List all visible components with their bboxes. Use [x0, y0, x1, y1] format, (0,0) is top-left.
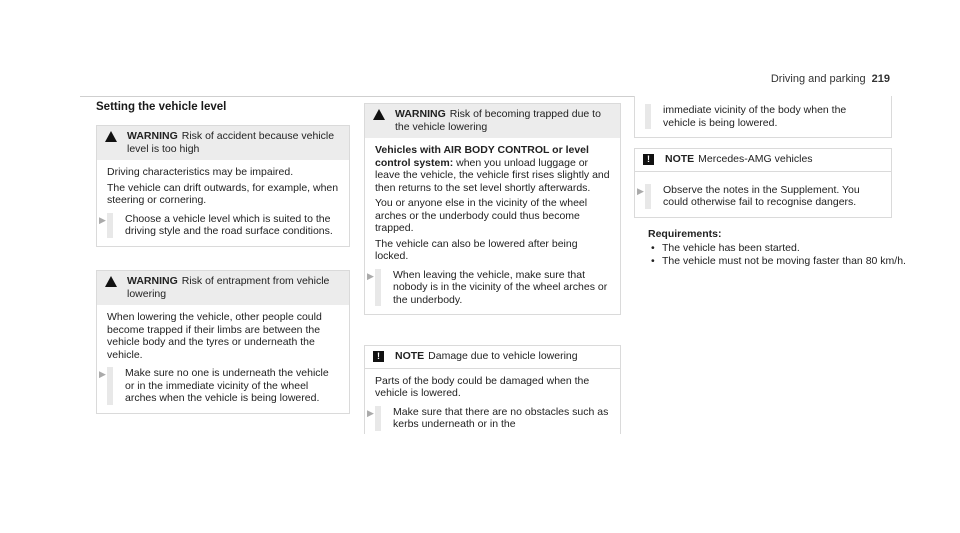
arrow-right-icon: ▶ — [637, 185, 644, 196]
note-label: NOTE — [395, 350, 425, 362]
warning-box-entrapment — [96, 270, 350, 414]
exclamation-icon: ! — [643, 154, 654, 165]
warning-text: The vehicle can drift outwards, for example, when steering or cornering. — [107, 181, 339, 206]
warning-box-trapped — [364, 103, 621, 315]
warning-text: When lowering the vehicle, other people could become trapped if their limbs are between the vehicle body and the tyres or underneath the vehicle. — [107, 311, 322, 361]
bold-lead: Vehicles with AIR BODY CONTROL or level control system: — [375, 144, 589, 169]
note-title: Damage due to vehicle lowering — [428, 350, 578, 362]
arrow-right-icon: ▶ — [99, 214, 106, 225]
section-heading: Setting the vehicle level — [96, 101, 227, 113]
note-title: Mercedes-AMG vehicles — [698, 153, 813, 165]
arrow-right-icon: ▶ — [367, 270, 374, 281]
instruction-step — [645, 104, 881, 129]
instruction-step — [367, 405, 610, 431]
step-text: Choose a vehicle level which is suited to the driving style and the road surface conditions. — [125, 212, 333, 237]
warning-title: Risk of entrapment from vehicle lowering — [127, 275, 330, 300]
step-text: Observe the notes in the Supplement. You could otherwise fail to recognise dangers. — [663, 183, 860, 208]
instruction-step — [637, 183, 881, 209]
arrow-right-icon: ▶ — [99, 369, 106, 379]
note-label: NOTE — [665, 153, 695, 165]
warning-label: WARNING — [127, 130, 178, 142]
note-header — [365, 346, 620, 369]
step-text: When leaving the vehicle, make sure that nobody is in the vicinity of the wheel arches or the underbody. — [393, 268, 608, 306]
note-box-amg — [634, 148, 892, 218]
lead-text: when you unload luggage or leave the vehicle, the vehicle first rises slightly and then returns to the set level shortly afterwards. — [375, 156, 610, 194]
warning-header — [97, 126, 349, 160]
warning-icon — [373, 109, 385, 120]
requirements — [648, 228, 906, 268]
requirement-item: • The vehicle has been started. — [662, 242, 906, 255]
note-continuation — [634, 96, 892, 138]
step-text: Make sure no one is underneath the vehicle or in the immediate vicinity of the wheel arches when the vehicle is being lowered. — [125, 367, 329, 404]
section-title: Driving and parking — [770, 73, 866, 85]
requirement-item: • The vehicle must not be moving faster than 80 km/h. — [662, 255, 906, 268]
warning-header — [97, 271, 349, 305]
note-header — [635, 149, 891, 172]
step-text: Make sure that there are no obstacles such as kerbs underneath or in the — [393, 405, 609, 430]
warning-label: WARNING — [395, 108, 446, 120]
warning-text: The vehicle can also be lowered after being locked. — [375, 237, 578, 262]
warning-icon — [105, 276, 117, 287]
requirements-title: Requirements: — [648, 228, 722, 240]
warning-title: Risk of accident because vehicle level is too high — [127, 130, 335, 155]
step-text: immediate vicinity of the body when the vehicle is being lowered. — [663, 104, 847, 129]
warning-box-accident — [96, 125, 350, 247]
warning-title: Risk of becoming trapped due to the vehicle lowering — [395, 108, 601, 133]
warning-text: You or anyone else in the vicinity of the wheel arches or the underbody could thus become trapped. — [375, 197, 588, 234]
warning-header — [365, 104, 620, 138]
instruction-step — [99, 367, 339, 405]
page-number: 219 — [871, 73, 890, 85]
instruction-step — [99, 212, 339, 238]
warning-icon — [105, 131, 117, 142]
page-header — [771, 73, 890, 85]
warning-label: WARNING — [127, 275, 178, 287]
instruction-step — [367, 268, 610, 307]
arrow-right-icon: ▶ — [367, 407, 374, 418]
warning-text: Driving characteristics may be impaired. — [107, 166, 294, 178]
exclamation-icon: ! — [373, 351, 384, 362]
note-text: Parts of the body could be damaged when the vehicle is lowered. — [375, 374, 590, 399]
note-box-damage — [364, 345, 621, 434]
